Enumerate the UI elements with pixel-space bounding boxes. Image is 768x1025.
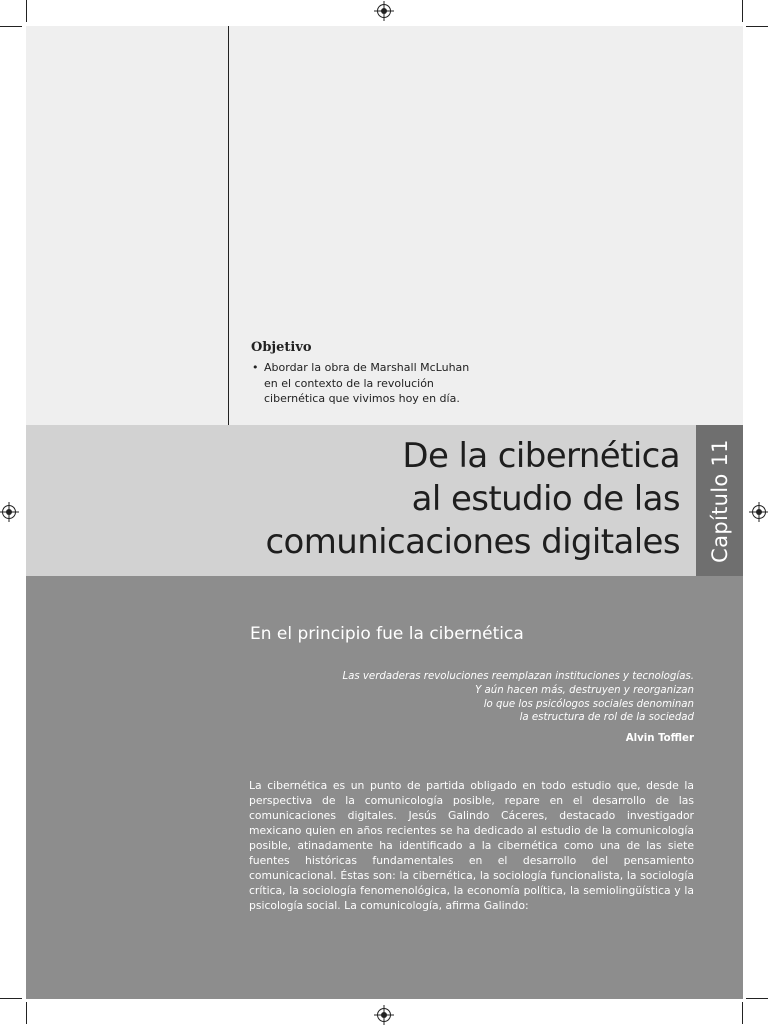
crop-mark xyxy=(0,26,22,27)
section-heading: En el principio fue la cibernética xyxy=(250,624,524,644)
registration-mark-icon xyxy=(377,1008,391,1022)
chapter-title-line: al estudio de las xyxy=(411,479,680,519)
epigraph-line: Las verdaderas revoluciones reemplazan instituciones y tecnologías. xyxy=(342,671,694,682)
epigraph-quote xyxy=(320,670,694,725)
registration-mark-icon xyxy=(2,505,16,519)
crop-mark xyxy=(742,1002,743,1024)
margin-rule xyxy=(228,26,229,425)
objective-title: Objetivo xyxy=(251,340,312,355)
chapter-title-line: comunicaciones digitales xyxy=(265,522,680,562)
chapter-number-label: Capítulo 11 xyxy=(707,438,732,563)
objective-box xyxy=(251,340,481,407)
epigraph-line: Y aún hacen más, destruyen y reorganizan xyxy=(475,684,694,696)
crop-mark xyxy=(746,998,768,999)
chapter-tab xyxy=(696,425,743,576)
chapter-title-band xyxy=(26,425,696,576)
epigraph-line: lo que los psicólogos sociales denominan xyxy=(483,698,694,710)
epigraph-line: la estructura de rol de la sociedad xyxy=(519,712,694,724)
epigraph-author: Alvin Toffler xyxy=(625,733,694,744)
chapter-title-line: De la cibernética xyxy=(402,436,680,476)
registration-mark-icon xyxy=(752,505,766,519)
chapter-title xyxy=(20,435,680,564)
objective-list xyxy=(251,360,481,407)
crop-mark xyxy=(746,26,768,27)
crop-mark xyxy=(742,0,743,22)
registration-mark-icon xyxy=(377,4,391,18)
body-paragraph: La cibernética es un punto de partida obligado en todo estudio que, desde la perspectiva de la comunicología posible, repare en el desarrollo de las comunicaciones digitales. Jesús Galindo Cáceres, destacado investigador mexicano quien en años recientes se ha dedicado al estudio de la comunicología posible, atinadamente ha identificado a la cibernética como una de las siete fuentes históricas fundamentales en el desarrollo del pensamiento comunicacional. Éstas son: la cibernética, la sociología funcionalista, la sociología crítica, la sociología fenomenológica, la economía política, la semiolingüística y la psicología social. La comunicología, afirma Galindo: xyxy=(249,779,694,912)
crop-mark xyxy=(26,1002,27,1024)
objective-item: • Abordar la obra de Marshall McLuhan en el contexto de la revolución cibernética que vivimos hoy en día. xyxy=(251,360,481,407)
crop-mark xyxy=(26,0,27,22)
crop-mark xyxy=(0,998,22,999)
